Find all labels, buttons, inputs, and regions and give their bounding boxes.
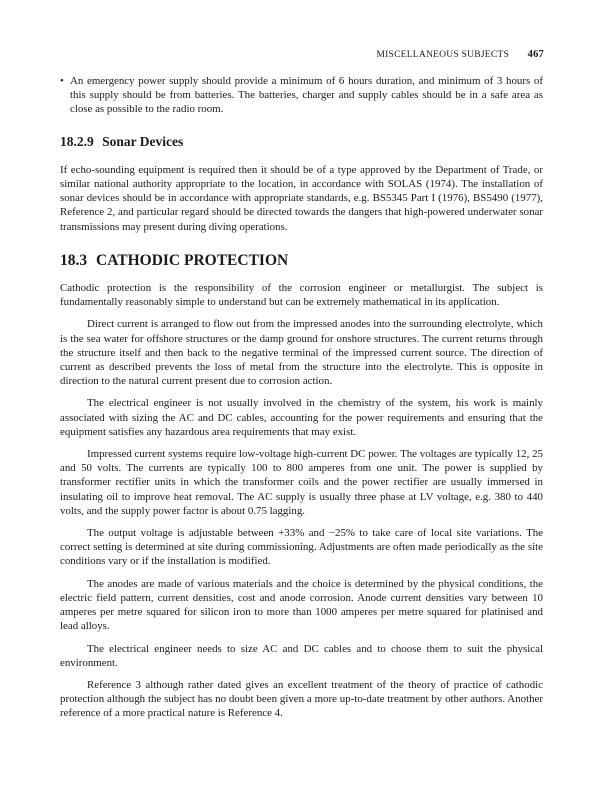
- page-number: 467: [527, 49, 544, 60]
- cathodic-paragraph: The electrical engineer needs to size AC and DC cables and to choose them to suit the physical environment.: [60, 642, 543, 669]
- cathodic-paragraph: Reference 3 although rather dated gives an excellent treatment of the theory of practice of cathodic protection although the subject has no doubt been given a more up-to-date treatment by other authors. Another reference of a more practical nature is Reference 4.: [60, 678, 543, 720]
- running-title: MISCELLANEOUS SUBJECTS: [376, 49, 510, 60]
- cathodic-paragraph: Cathodic protection is the responsibility of the corrosion engineer or metallurgist. The subject is fundamentally reasonably simple to understand but can be extremely mathematical in its application.: [60, 282, 543, 309]
- sonar-heading: [60, 135, 543, 149]
- cathodic-heading-number: 18.3: [60, 251, 88, 269]
- sonar-heading-number: 18.2.9: [60, 133, 94, 149]
- bullet-marker: •: [60, 75, 64, 87]
- cathodic-paragraph: Direct current is arranged to flow out from the impressed anodes into the surrounding electrolyte, which is the sea water for offshore structures or the damp ground for onshore structures. The current returns through the structure itself and then back to the negative terminal of the impressed current source. The direction of current as described prevents the loss of metal from the structure into the electrolyte. This is opposite in direction to the natural current present due to corrosion action.: [60, 318, 543, 388]
- cathodic-paragraph: The electrical engineer is not usually involved in the chemistry of the system, his work is mainly associated with sizing the AC and DC cables, accounting for the power requirements and ensuring that the equipment satisfies any hazardous area requirements that may exist.: [60, 397, 543, 438]
- cathodic-heading-title: CATHODIC PROTECTION: [96, 251, 289, 269]
- cathodic-heading: [60, 251, 543, 269]
- running-header: [376, 49, 544, 60]
- bullet-text: An emergency power supply should provide a minimum of 6 hours duration, and minimum of 3 hours of this supply should be from batteries. The batteries, charger and supply cables should be in a safe area as close as possible to the radio room.: [70, 75, 543, 116]
- cathodic-paragraph: The output voltage is adjustable between +33% and −25% to take care of local site variations. The correct setting is determined at site during commissioning. Adjustments are often made periodically as the site conditions vary or if the installation is modified.: [60, 527, 543, 568]
- sonar-heading-title: Sonar Devices: [102, 133, 184, 149]
- cathodic-paragraph: Impressed current systems require low-voltage high-current DC power. The voltages are typically 12, 25 and 50 volts. The currents are typically 100 to 800 amperes from one unit. The power is supplied by transformer rectifier units in which the transformer coils and the power rectifier are usually immersed in insulating oil to improve heat removal. The AC supply is usually three phase at LV voltage, e.g. 380 to 440 volts, and the supply power factor is about 0.75 lagging.: [60, 448, 543, 517]
- cathodic-paragraph: The anodes are made of various materials and the choice is determined by the physical conditions, the electric field pattern, current densities, cost and anode corrosion. Anode current densities vary between 10 amperes per metre squared for silicon iron to more than 1000 amperes per metre squared for platinised and lead alloys.: [60, 577, 543, 633]
- sonar-paragraph: If echo-sounding equipment is required then it should be of a type approved by the Department of Trade, or similar national authority appropriate to the location, in accordance with SOLAS (1974). The installation of sonar devices should be in accordance with appropriate standards, e.g. BS5345 Part I (1976), BS5490 (1977), Reference 2, and particular regard should be directed towards the dangers that high-powered underwater sonar transmissions may present during diving operations.: [60, 163, 543, 233]
- page-body: [60, 74, 543, 721]
- bullet-item: [60, 74, 543, 117]
